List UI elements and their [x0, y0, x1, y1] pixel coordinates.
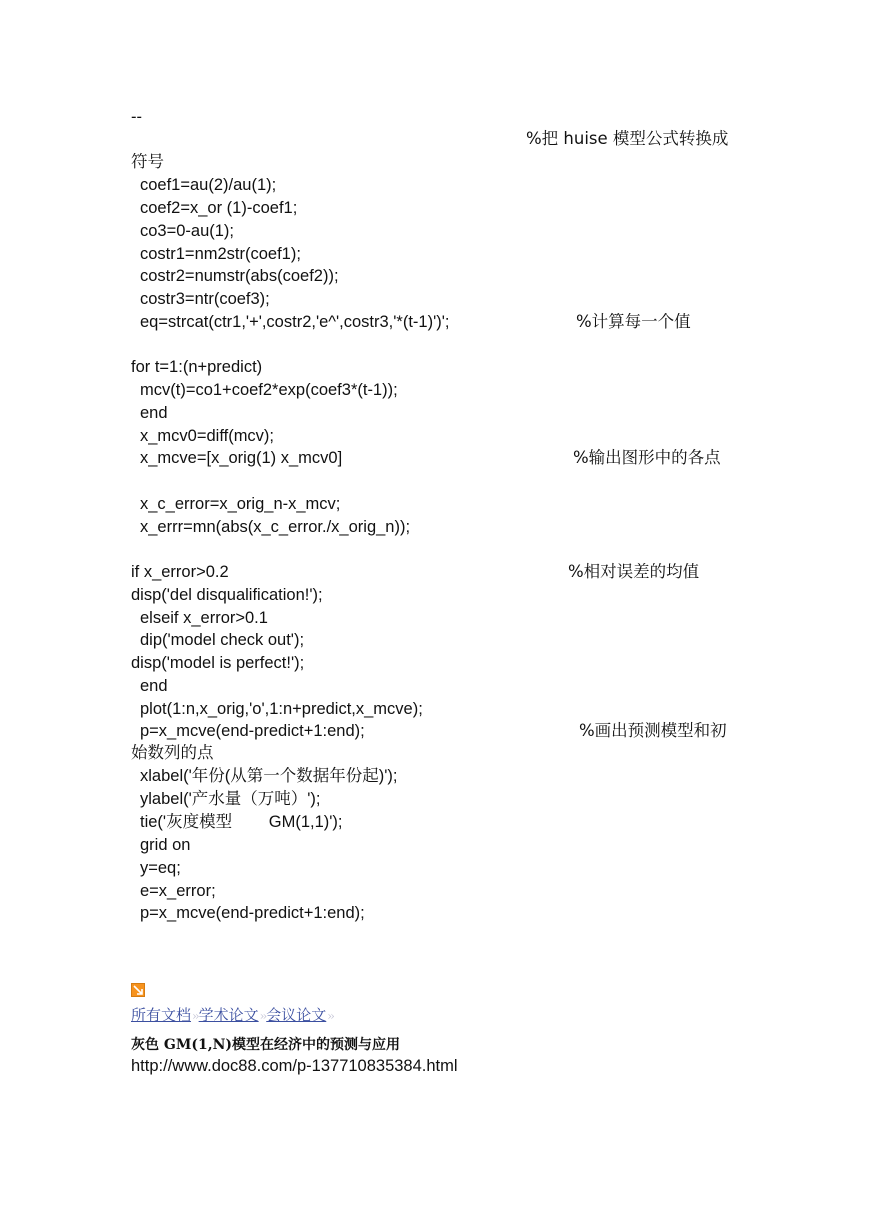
breadcrumb-link-academic-papers[interactable]: 学术论文: [198, 1006, 259, 1024]
code-line: x_mcve=[x_orig(1) x_mcv0]: [140, 449, 343, 467]
code-line: elseif x_error>0.1: [140, 609, 268, 627]
code-comment: %计算每一个值: [576, 312, 691, 331]
code-line: dip('model check out');: [140, 631, 305, 649]
breadcrumb-link-conference-papers[interactable]: 会议论文: [266, 1006, 327, 1024]
breadcrumb-link-all-docs[interactable]: 所有文档: [131, 1006, 192, 1024]
code-line: eq=strcat(ctr1,'+',costr2,'e^',costr3,'*(t-1)')';: [140, 313, 450, 331]
code-line: xlabel('年份(从第一个数据年份起)');: [140, 767, 398, 785]
code-line: x_c_error=x_orig_n-x_mcv;: [140, 495, 341, 513]
code-line: if x_error>0.2: [131, 563, 229, 581]
code-line: end: [140, 677, 168, 695]
code-line: co3=0-au(1);: [140, 222, 235, 240]
code-line: x_mcv0=diff(mcv);: [140, 427, 275, 445]
breadcrumb: [131, 1005, 334, 1026]
code-line: coef2=x_or (1)-coef1;: [140, 199, 298, 217]
breadcrumb-separator: ››: [192, 1009, 198, 1023]
code-line: disp('del disqualification!');: [131, 586, 323, 604]
code-line: p=x_mcve(end-predict+1:end);: [140, 904, 365, 922]
code-line: end: [140, 404, 168, 422]
code-comment: %输出图形中的各点: [573, 448, 721, 467]
document-url: http://www.doc88.com/p-137710835384.html: [131, 1057, 458, 1075]
code-line: tie('灰度模型 GM(1,1)');: [140, 813, 343, 831]
code-comment: %相对误差的均值: [568, 562, 700, 581]
breadcrumb-separator: ››: [259, 1009, 266, 1023]
code-line: --: [131, 108, 142, 126]
code-line: 符号: [131, 153, 164, 171]
code-line: disp('model is perfect!');: [131, 654, 305, 672]
code-line: p=x_mcve(end-predict+1:end);: [140, 722, 365, 740]
code-line: e=x_error;: [140, 882, 216, 900]
code-line: y=eq;: [140, 859, 181, 877]
code-line: 始数列的点: [131, 744, 214, 762]
code-line: mcv(t)=co1+coef2*exp(coef3*(t-1));: [140, 381, 398, 399]
code-line: costr2=numstr(abs(coef2));: [140, 267, 339, 285]
code-line: x_errr=mn(abs(x_c_error./x_orig_n));: [140, 518, 411, 536]
code-line: plot(1:n,x_orig,'o',1:n+predict,x_mcve);: [140, 700, 423, 718]
code-line: ylabel('产水量（万吨）');: [140, 790, 321, 808]
code-line: costr1=nm2str(coef1);: [140, 245, 301, 263]
breadcrumb-separator: ››: [327, 1009, 333, 1023]
code-line: costr3=ntr(coef3);: [140, 290, 270, 308]
code-line: for t=1:(n+predict): [131, 358, 263, 376]
document-title: 灰色 GM(1,N)模型在经济中的预测与应用: [131, 1037, 400, 1053]
code-comment: %画出预测模型和初: [579, 721, 727, 740]
code-line: coef1=au(2)/au(1);: [140, 176, 277, 194]
code-comment: %把 huise 模型公式转换成: [526, 129, 729, 148]
code-line: grid on: [140, 836, 191, 854]
rss-feed-icon[interactable]: [131, 983, 145, 997]
